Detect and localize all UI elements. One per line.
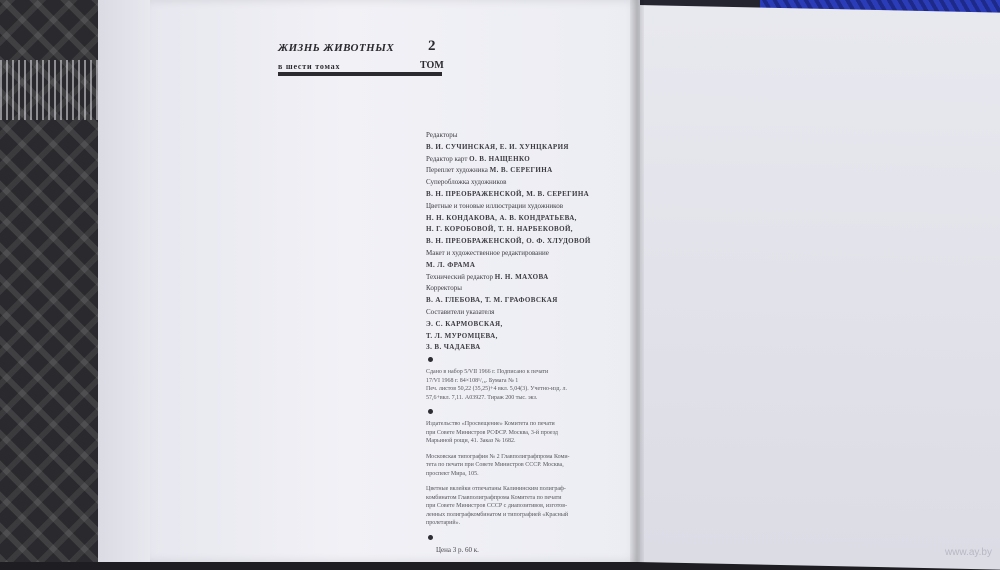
color-info-line: комбинатом Главполиграфпрома Комитета по печати <box>426 494 562 501</box>
publisher-info-line: Издательство «Просвещение» Комитета по печати <box>426 421 555 428</box>
credit-line <box>426 292 636 304</box>
color-info-line: Цветные вклейки отпечатаны Калининским полиграф- <box>426 486 566 493</box>
credits-block <box>426 127 636 554</box>
credit-line <box>426 233 636 245</box>
credit-role: Корректоры <box>426 284 462 293</box>
credit-names: Н. Н. КОНДАКОВА, А. В. КОНДРАТЬЕВА, <box>426 213 577 222</box>
color-insert-info <box>426 485 636 528</box>
credit-role: Редакторы <box>426 131 458 139</box>
credit-names: О. В. НАЩЕНКО <box>469 154 531 163</box>
publisher-info-line: при Совете Министров РСФСР. Москва, 3-й проезд <box>426 429 558 436</box>
credit-line <box>426 151 636 163</box>
printer-info-line: проспект Мира, 105. <box>426 470 479 477</box>
credit-line <box>426 139 636 151</box>
credit-role: Суперобложка художников <box>426 178 507 187</box>
credit-names: М. Л. ФРАМА <box>426 260 476 269</box>
print-info-line: Сдано в набор 5/VII 1966 г. Подписано к печати <box>426 369 549 376</box>
color-info-line: ленных полиграфкомбинатом и типографией «Красный <box>426 511 569 518</box>
volume-label: ТОМ <box>420 60 444 71</box>
credit-role: Переплет художника <box>426 166 490 175</box>
credit-line <box>426 221 636 233</box>
color-info-line: при Совете Министров СССР с диапозитивов, изготов- <box>426 503 568 510</box>
credit-names: Н. Г. КОРОБОВОЙ, Т. Н. НАРБЕКОВОЙ, <box>426 225 573 234</box>
credit-names: Э. С. КАРМОВСКАЯ, <box>426 319 503 328</box>
credit-line <box>426 304 636 316</box>
credit-names: В. Н. ПРЕОБРАЖЕНСКОЙ, М. В. СЕРЕГИНА <box>426 189 590 198</box>
page-edge <box>98 0 154 562</box>
credit-line <box>426 198 636 210</box>
printer-info-line: Московская типография № 2 Главполиграфпрома Коми- <box>426 453 570 460</box>
credit-role: Цветные и тоновые иллюстрации художников <box>426 201 564 210</box>
credit-line <box>426 328 636 340</box>
credit-names: М. В. СЕРЕГИНА <box>489 166 553 175</box>
publisher-info-line: Марьиной рощи, 41. Заказ № 1682. <box>426 438 516 445</box>
publisher-info <box>426 420 636 446</box>
volume-number: 2 <box>428 38 436 54</box>
credit-names: В. Н. ПРЕОБРАЖЕНСКОЙ, О. Ф. ХЛУДОВОЙ <box>426 237 591 246</box>
credit-names: Т. Л. МУРОМЦЕВА, <box>426 331 498 340</box>
credit-names: Н. Н. МАХОВА <box>494 272 549 281</box>
color-info-line: пролетарий». <box>426 520 461 527</box>
book-title: ЖИЗНЬ ЖИВОТНЫХ <box>278 42 395 54</box>
watermark: www.ay.by <box>944 547 992 558</box>
credit-line <box>426 210 636 222</box>
printer-info-line: тета по печати при Совете Министров СССР. Москва, <box>426 462 564 469</box>
credit-line <box>426 339 636 351</box>
credit-line <box>426 162 636 174</box>
bullet-dot <box>428 357 433 362</box>
credit-lines <box>426 127 636 351</box>
credit-names: З. В. ЧАДАЕВА <box>426 343 481 352</box>
print-info <box>426 368 636 402</box>
right-page <box>638 5 1000 570</box>
book-subtitle: в шести томах <box>278 62 341 71</box>
credit-role: Редактор карт <box>426 154 470 163</box>
print-info-line: 17/VI 1968 г. 84×108¹/₁₆. Бумага № 1 <box>426 377 519 384</box>
credit-role: Составители указателя <box>426 307 495 316</box>
credit-names: В. А. ГЛЕБОВА, Т. М. ГРАФОВСКАЯ <box>426 296 558 305</box>
credit-line <box>426 127 636 139</box>
bullet-dot <box>428 409 433 414</box>
credit-line <box>426 269 636 281</box>
print-info-line: Печ. листов 50,22 (35,25)+4 вкл. 5,04(3). Учетно-изд. л. <box>426 386 568 393</box>
credit-role: Технический редактор <box>426 272 495 281</box>
credit-line <box>426 316 636 328</box>
credit-line <box>426 245 636 257</box>
credit-line <box>426 257 636 269</box>
header-rule <box>278 72 442 76</box>
price: Цена 3 р. 60 к. <box>436 545 479 554</box>
credit-line <box>426 174 636 186</box>
bullet-dot <box>428 535 433 540</box>
printer-info <box>426 453 636 479</box>
credit-line <box>426 186 636 198</box>
print-info-line: 57,6+вкл. 7,11. А03927. Тираж 200 тыс. экз. <box>426 394 538 401</box>
credit-role: Макет и художественное редактирование <box>426 248 549 257</box>
credit-names: В. И. СУЧИНСКАЯ, Е. И. ХУНЦКАРИЯ <box>426 142 569 151</box>
credit-line <box>426 280 636 292</box>
